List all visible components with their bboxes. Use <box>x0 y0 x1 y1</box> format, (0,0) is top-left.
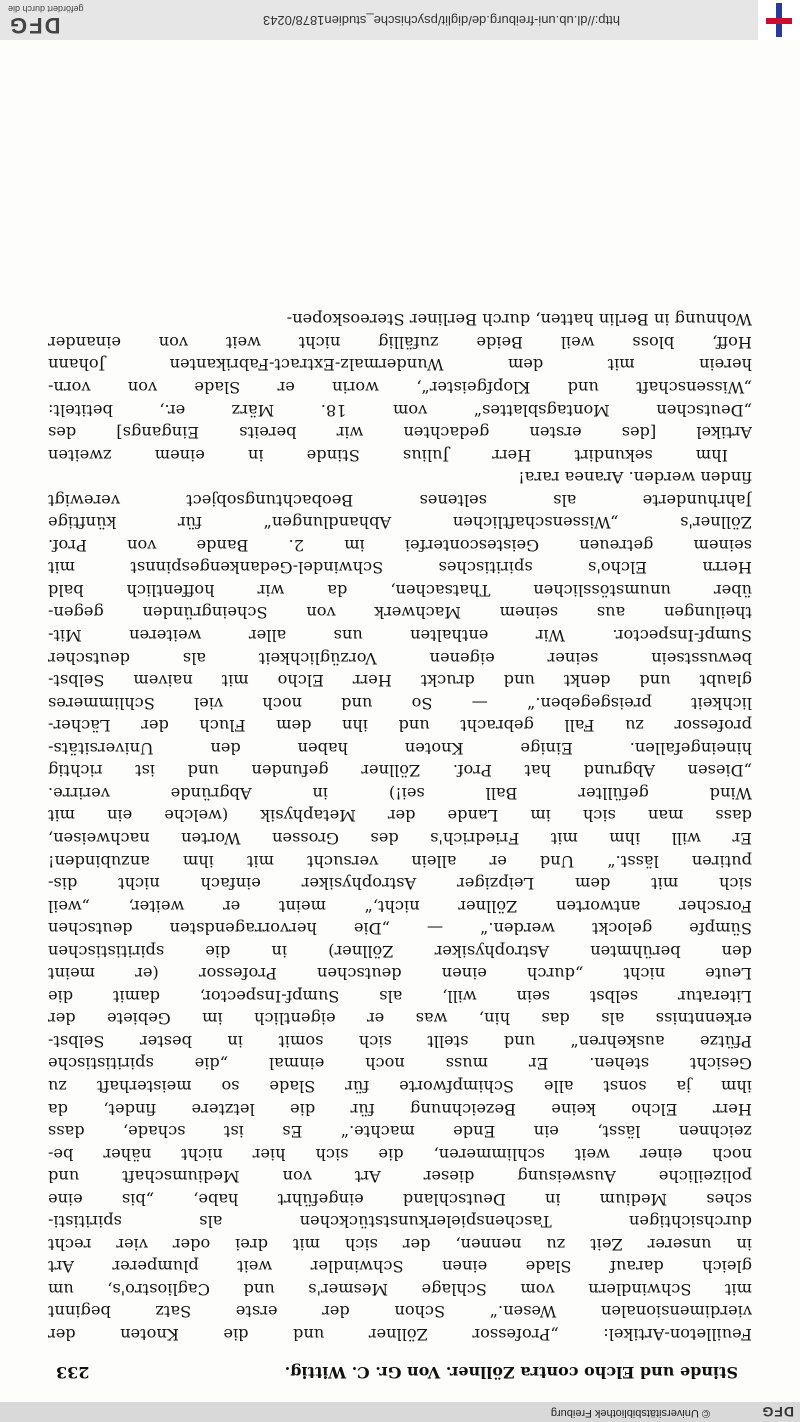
text-line: mit Schwindlern vom Schlage Mesmer's und Cagliostro's, um <box>48 1279 752 1299</box>
text-line: Sümpfe gelockt werden.“ — „Die hervorragendsten deutschen <box>48 919 752 939</box>
text-line: Gesicht stehen. Er muss noch einmal „die spiritistische <box>48 1054 752 1074</box>
text-line: „Deutschen Montagsblattes“ vom 18. März er., betitelt: <box>48 400 752 420</box>
text-line: Literatur selbst sein will, als Sumpf-Inspector, damit die <box>48 986 752 1006</box>
viewer-footer-bar <box>0 0 800 40</box>
text-line: Wohnung in Berlin hatten, durch Berliner Stereoskopen- <box>286 310 752 330</box>
permalink-url[interactable]: http://dl.ub.uni-freiburg.de/diglit/psychische_studien1878/0243 <box>262 13 620 28</box>
dfg-flag-icon <box>758 0 800 40</box>
text-line: glaubt und denkt und druckt Herr Elcho mit naivem Selbst- <box>48 671 752 691</box>
running-header-title: Stinde und Elcho contra Zöllner. Von Gr. C. Wittig. <box>284 1363 738 1382</box>
text-line: ihm ja sonst alle Schimpfworte für Slade so meisterhaft zu <box>48 1076 752 1096</box>
text-line: Leute nicht „durch einen deutschen Professor (er meint <box>48 964 752 984</box>
text-line: Wind gefüllter Ball sei!) in Abgründe verirre. <box>48 783 752 803</box>
text-line: durchsichtigen Taschenspielerkunststückchen als spiritisti- <box>48 1212 752 1232</box>
running-header <box>56 1363 738 1382</box>
text-line: putiren lässt.“ Und er allein versucht mit ihm anzubinden! <box>48 851 752 871</box>
text-line: sches Medium in Deutschland eingeführt habe, „bis eine <box>48 1189 752 1209</box>
text-line: Herr Elcho keine Bezeichnung für die letztere findet, da <box>48 1099 752 1119</box>
text-line: Zöllner's „Wissenschaftlichen Abhandlungen“ für künftige <box>48 513 752 533</box>
page-body-text <box>48 308 752 1345</box>
text-line: den berühmten Astrophysiker Zöllner) in die spiritistischen <box>48 941 752 961</box>
text-line: lichkeit preisgegeben.“ — So und noch viel Schlimmeres <box>48 693 752 713</box>
text-line: dass man sich im Lande der Metaphysik (welche ein mit <box>48 806 752 826</box>
text-line: Ihm sekundirt Herr Julius Stinde in einem zweiten <box>48 445 728 465</box>
text-line: polizeiliche Ausweisung dieser Art von Mediumschaft und <box>48 1167 752 1187</box>
page-number: 233 <box>56 1363 90 1382</box>
text-line: „Diesen Abgrund hat Prof. Zöllner gefunden und ist richtig <box>48 761 752 781</box>
text-line: über unumstösslichen Thatsachen, da wir hoffentlich bald <box>48 580 752 600</box>
text-line: zeichnen lässt, ein Ende machte.“ Es ist schade, dass <box>48 1122 752 1142</box>
text-line: finden werden. Aranea rara! <box>518 468 752 488</box>
text-line: Jahrhunderte als seltenes Beobachtungsobject verewigt <box>48 490 752 510</box>
text-line: Forscher antworten Zöllner nicht,“ meint er weiter, „weil <box>48 896 752 916</box>
library-notice: © Universitätsbibliothek Freiburg <box>550 1407 710 1419</box>
book-page <box>48 308 752 1382</box>
library-banner <box>0 1402 800 1422</box>
text-line: noch einer weit schlimmeren, die sich hier nicht näher be- <box>48 1144 752 1164</box>
text-line: professor zu Fall gebracht und ihn dem Fluch der Lächer- <box>48 716 752 736</box>
text-line: Er will ihm mit Friedrich's des Grossen Worten nachweisen, <box>48 828 752 848</box>
text-line: Pfütze auskehren“ und stellt sich somit in bester Selbst- <box>48 1031 752 1051</box>
text-line: Sumpf-Inspector. Wir enthalten uns aller weiteren Mit- <box>48 626 752 646</box>
text-line: seinem getreuen Geistesconterfei im 2. Bande von Prof. <box>48 535 752 555</box>
text-line: Feuilleton-Artikel: „Professor Zöllner und die Knoten der <box>48 1325 752 1344</box>
text-line: theilungen aus seinem Machwerk von Scheingründen gegen- <box>48 603 752 623</box>
banner-logo: DFG <box>761 1404 794 1420</box>
text-line: „Wissenschaft und Klopfgeister“, worin er Slade von vorn- <box>48 378 752 398</box>
text-line: Artikel [des ersten gedachten wir bereits Eingangs] des <box>48 423 752 443</box>
text-line: Hoff, bloss weil Beide zufällig nicht weit von einander <box>48 332 752 352</box>
text-line: erkenntniss als das hin, was er eigentlich im Gebiete der <box>48 1009 752 1029</box>
text-line: Herrn Elcho's spiritisches Schwindel-Gedankengespinnst mit <box>48 558 752 578</box>
text-line: bewusstsein seiner eigenen Vorzüglichkeit als deutscher <box>48 648 752 668</box>
dfg-logo: DFG <box>8 13 61 38</box>
text-line: vierdimensionalen Wesen.“ Schon der erste Satz beginnt <box>48 1302 752 1322</box>
text-line: gleich darauf Slade einen Schwindler weit plumperer Art <box>48 1257 752 1277</box>
text-line: in unserer Zeit zu nennen, der sich mit drei oder vier recht <box>48 1234 752 1254</box>
text-line: herein mit dem Wundermalz-Extract-Fabrikanten Johann <box>48 355 752 375</box>
text-line: hineingefallen. Einige Knoten haben den Universitäts- <box>48 738 752 758</box>
dfg-funding-note: gefördert durch die <box>8 4 84 14</box>
text-line: sich mit dem Leipziger Astrophysiker einfach nicht dis- <box>48 874 752 894</box>
